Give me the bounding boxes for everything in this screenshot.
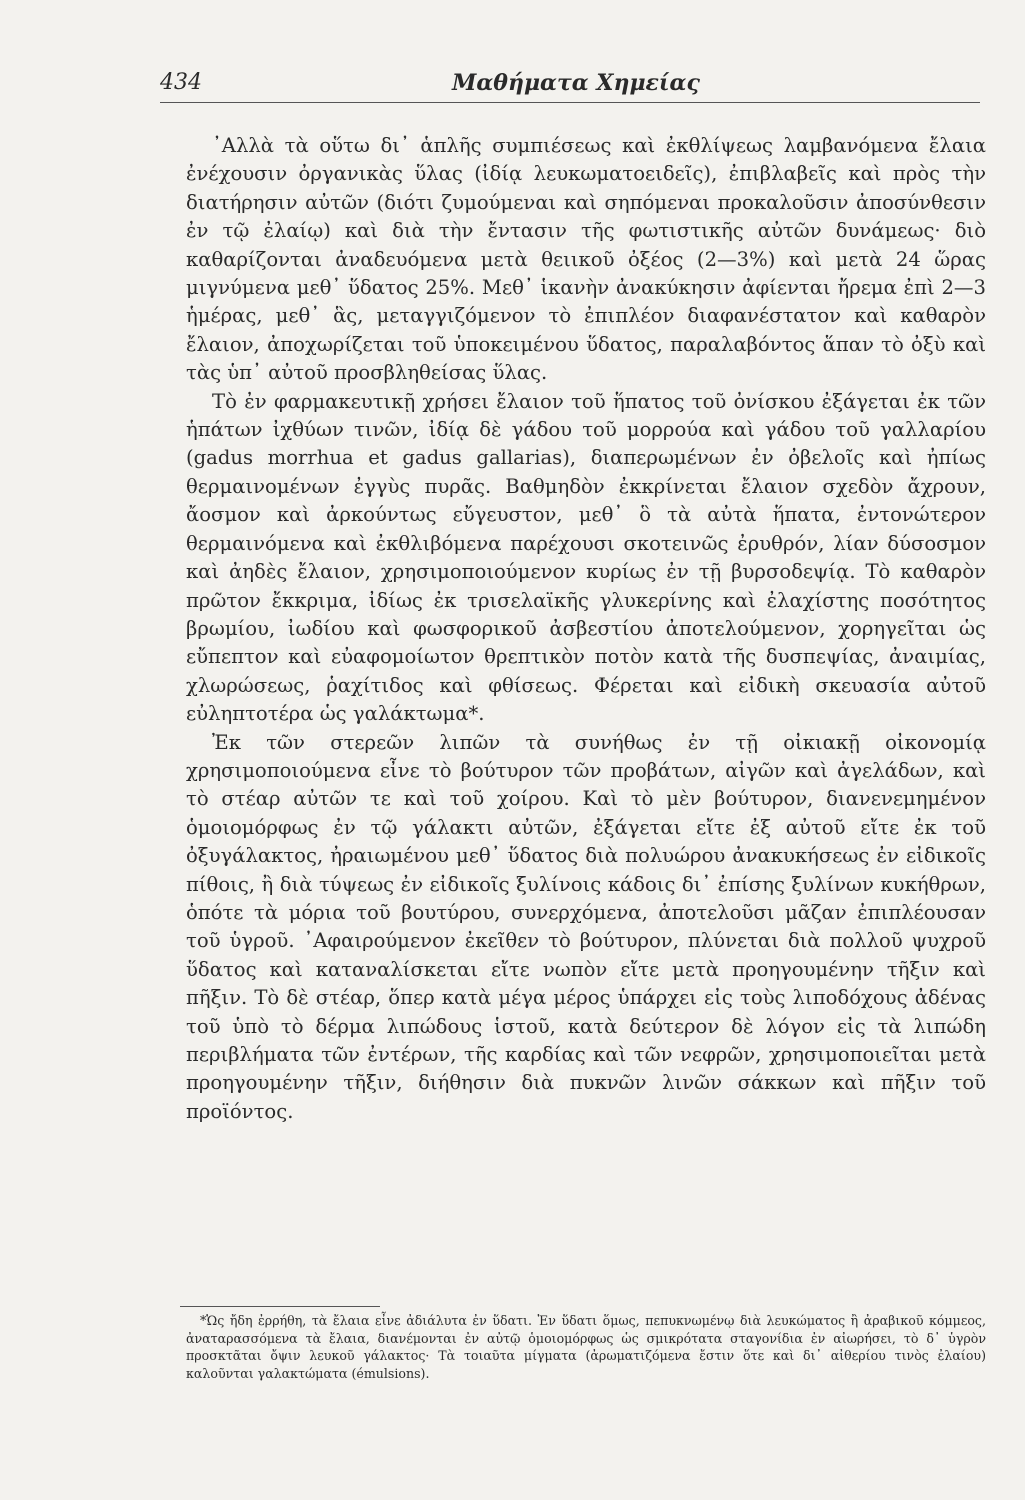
running-title: Μαθήματα Χημείας: [452, 70, 700, 96]
footnote-rule: [180, 1306, 380, 1307]
paragraph-cod-liver-oil: Τὸ ἐν φαρμακευτικῇ χρήσει ἔλαιον τοῦ ἥπατος τοῦ ὀνίσκου ἐξάγεται ἐκ τῶν ἡπάτων ἰχθύων τινῶν, ἰδίᾳ δὲ γάδου τοῦ μορρούα καὶ γάδου τοῦ γαλλαρίου (gadus morrhua et gadus gallarias), διαπερωμένων ἐν ὀβελοῖς καὶ ἠπίως θερμαινομένων ἐγγὺς πυρᾶς. Βαθμηδὸν ἐκκρίνεται ἔλαιον σχεδὸν ἄχρουν, ἄοσμον καὶ ἀρκούντως εὔγευστον, μεθ᾿ ὃ τὰ αὐτὰ ἥπατα, ἐντονώτερον θερμαινόμενα καὶ ἐκθλιβόμενα παρέχουσι σκοτεινῶς ἐρυθρόν, λίαν δύσοσμον καὶ ἀηδὲς ἔλαιον, χρησιμοποιούμενον κυρίως ἐν τῇ βυρσοδεψίᾳ. Τὸ καθαρὸν πρῶτον ἔκκριμα, ἰδίως ἐκ τρισελαϊκῆς γλυκερίνης καὶ ἐλαχίστης ποσότητος βρωμίου, ἰωδίου καὶ φωσφορικοῦ ἀσβεστίου ἀποτελούμενον, χορηγεῖται ὡς εὔπεπτον καὶ εὐαφομοίωτον θρεπτικὸν ποτὸν κατὰ τῆς δυσπεψίας, ἀναιμίας, χλωρώσεως, ῥαχίτιδος καὶ φθίσεως. Φέρεται καὶ εἰδικὴ σκευασία αὐτοῦ εὐληπτοτέρα ὡς γαλάκτωμα*.: [186, 389, 986, 726]
body-text: [186, 132, 986, 1126]
header-rule: [160, 102, 980, 103]
page-number: 434: [160, 70, 202, 95]
page-header: [160, 70, 980, 102]
footnote-text: *Ὡς ἤδη ἐρρήθη, τὰ ἔλαια εἶνε ἀδιάλυτα ἐν ὕδατι. Ἐν ὕδατι ὅμως, πεπυκνωμένῳ διὰ λευκώματος ἢ ἀραβικοῦ κόμμεος, ἀναταρασσόμενα τὰ ἔλαια, διανέμονται ἐν αὐτῷ ὁμοιομόρφως ὡς σμικρότατα σταγονίδια ἐν αἰωρήσει, τὸ δ᾿ ὑγρὸν προσκτᾶται ὄψιν λευκοῦ γάλακτος· Τὰ τοιαῦτα μίγματα (ἀρωματιζόμενα ἔστιν ὅτε καὶ δι᾿ αἰθερίου τινὸς ἐλαίου) καλοῦνται γαλακτώματα (émulsions).: [186, 1313, 986, 1381]
footnote: [186, 1312, 986, 1382]
paragraph-solid-fats: Ἐκ τῶν στερεῶν λιπῶν τὰ συνήθως ἐν τῇ οἰκιακῇ οἰκονομίᾳ χρησιμοποιούμενα εἶνε τὸ βούτυρον τῶν προβάτων, αἰγῶν καὶ ἀγελάδων, καὶ τὸ στέαρ αὐτῶν τε καὶ τοῦ χοίρου. Καὶ τὸ μὲν βούτυρον, διανενεμημένον ὁμοιομόρφως ἐν τῷ γάλακτι αὐτῶν, ἐξάγεται εἴτε ἐξ αὐτοῦ εἴτε ἐκ τοῦ ὀξυγάλακτος, ἠραιωμένου μεθ᾿ ὕδατος διὰ πολυώρου ἀνακυκήσεως ἐν εἰδικοῖς πίθοις, ἢ διὰ τύψεως ἐν εἰδικοῖς ξυλίνοις κάδοις δι᾿ ἐπίσης ξυλίνων κυκήθρων, ὁπότε τὰ μόρια τοῦ βουτύρου, συνερχόμενα, ἀποτελοῦσι μᾶζαν ἐπιπλέουσαν τοῦ ὑγροῦ. ᾿Αφαιρούμενον ἐκεῖθεν τὸ βούτυρον, πλύνεται διὰ πολλοῦ ψυχροῦ ὕδατος καὶ καταναλίσκεται εἴτε νωπὸν εἴτε μετὰ προηγουμένην τῆξιν καὶ πῆξιν. Τὸ δὲ στέαρ, ὅπερ κατὰ μέγα μέρος ὑπάρχει εἰς τοὺς λιποδόχους ἀδένας τοῦ ὑπὸ τὸ δέρμα λιπώδους ἱστοῦ, κατὰ δεύτερον δὲ λόγον εἰς τὰ λιπώδη περιβλήματα τῶν ἐντέρων, τῆς καρδίας καὶ τῶν νεφρῶν, χρησιμοποιεῖται μετὰ προηγουμένην τῆξιν, διήθησιν διὰ πυκνῶν λινῶν σάκκων καὶ πῆξιν τοῦ προϊόντος.: [186, 730, 986, 1123]
paragraph-oil-purification: ᾿Αλλὰ τὰ οὕτω δι᾿ ἁπλῆς συμπιέσεως καὶ ἐκθλίψεως λαμβανόμενα ἔλαια ἐνέχουσιν ὀργανικὰς ὕλας (ἰδίᾳ λευκωματοειδεῖς), ἐπιβλαβεῖς καὶ πρὸς τὴν διατήρησιν αὐτῶν (διότι ζυμούμεναι καὶ σηπόμεναι προκαλοῦσιν ἀποσύνθεσιν ἐν τῷ ἐλαίῳ) καὶ διὰ τὴν ἔντασιν τῆς φωτιστικῆς αὐτῶν δυνάμεως· διὸ καθαρίζονται ἀναδευόμενα μετὰ θειικοῦ ὀξέος (2—3%) καὶ μετὰ 24 ὥρας μιγνύμενα μεθ᾿ ὕδατος 25%. Μεθ᾿ ἱκανὴν ἀνακύκησιν ἀφίενται ἤρεμα ἐπὶ 2—3 ἡμέρας, μεθ᾿ ἃς, μεταγγιζόμενον τὸ ἐπιπλέον διαφανέστατον καὶ καθαρὸν ἔλαιον, ἀποχωρίζεται τοῦ ὑποκειμένου ὕδατος, παραλαβόντος ἅπαν τὸ ὀξὺ καὶ τὰς ὑπ᾿ αὐτοῦ προσβληθείσας ὕλας.: [186, 134, 986, 385]
